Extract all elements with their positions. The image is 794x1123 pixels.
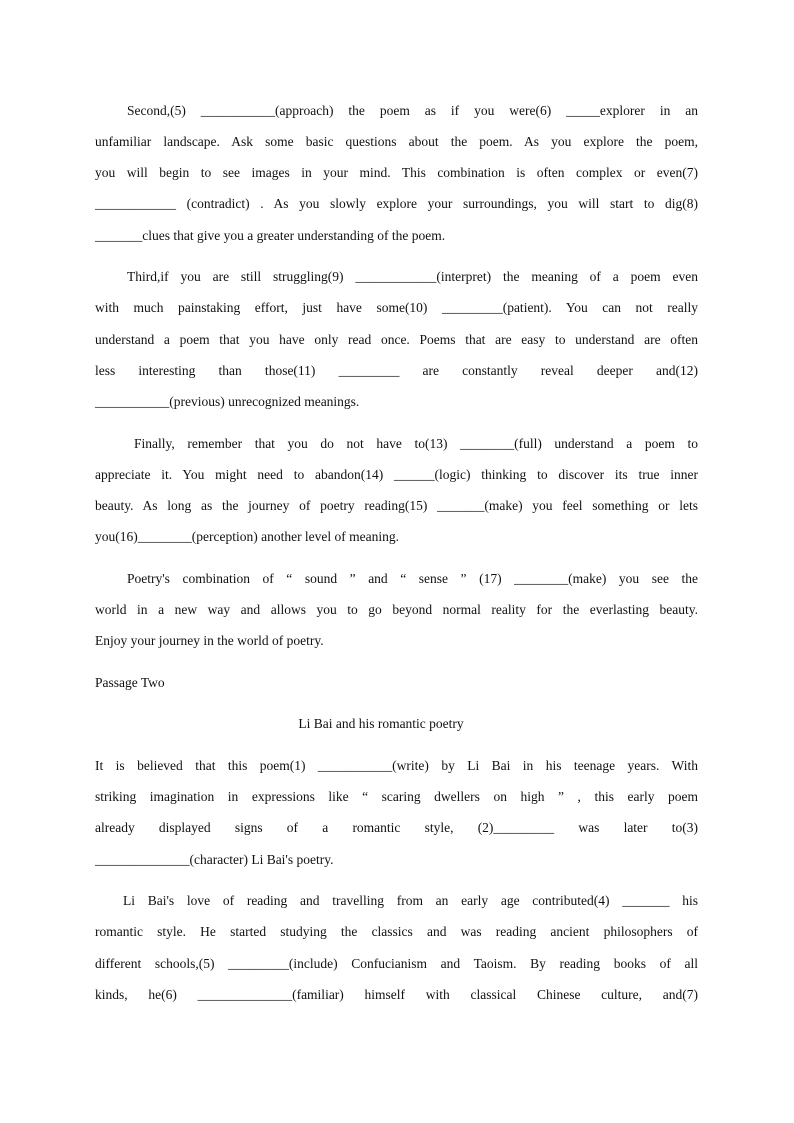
text-line: kinds, he(6) ______________(familiar) himself with classical Chinese culture, and(7) [95,987,698,1002]
text-line: Li Bai's love of reading and travelling from an early age contributed(4) _______ his [123,893,698,908]
text-line: _______clues that give you a greater understanding of the poem. [95,228,446,243]
text-line: less interesting than those(11) _________ are constantly reveal deeper and(12) [95,363,698,378]
passage-label: Passage Two [95,675,165,690]
text-line: Third,if you are still struggling(9) ____________(interpret) the meaning of a poem even [127,269,698,284]
text-line: Second,(5) ___________(approach) the poem as if you were(6) _____explorer in an [127,103,698,118]
text-line: different schools,(5) _________(include) Confucianism and Taoism. By reading books of all [95,956,698,971]
text-line: Poetry's combination of “ sound ” and “ sense ” (17) ________(make) you see the [127,571,698,586]
text-line: ______________(character) Li Bai's poetry. [95,852,334,867]
text-line: ___________(previous) unrecognized meanings. [95,394,360,409]
text-line: It is believed that this poem(1) ___________(write) by Li Bai in his teenage years. With [95,758,698,773]
text-line: ____________ (contradict) . As you slowly explore your surroundings, you will start to dig(8) [95,196,698,211]
text-line: romantic style. He started studying the classics and was reading ancient philosophers of [95,924,698,939]
text-line: Finally, remember that you do not have to(13) ________(full) understand a poem to [134,436,698,451]
passage-title: Li Bai and his romantic poetry [298,716,464,731]
text-line: Enjoy your journey in the world of poetry. [95,633,324,648]
text-line: beauty. As long as the journey of poetry reading(15) _______(make) you feel something or lets [95,498,698,513]
text-line: unfamiliar landscape. Ask some basic questions about the poem. As you explore the poem, [95,134,698,149]
text-line: understand a poem that you have only read once. Poems that are easy to understand are often [95,332,698,347]
text-line: with much painstaking effort, just have some(10) _________(patient). You can not really [95,300,698,315]
text-line: you will begin to see images in your mind. This combination is often complex or even(7) [95,165,698,180]
text-line: world in a new way and allows you to go beyond normal reality for the everlasting beauty. [95,602,698,617]
text-line: you(16)________(perception) another level of meaning. [95,529,400,544]
text-line: appreciate it. You might need to abandon(14) ______(logic) thinking to discover its true inner [95,467,698,482]
text-line: striking imagination in expressions like “ scaring dwellers on high ” , this early poem [95,789,698,804]
text-line: already displayed signs of a romantic style, (2)_________ was later to(3) [95,820,698,835]
